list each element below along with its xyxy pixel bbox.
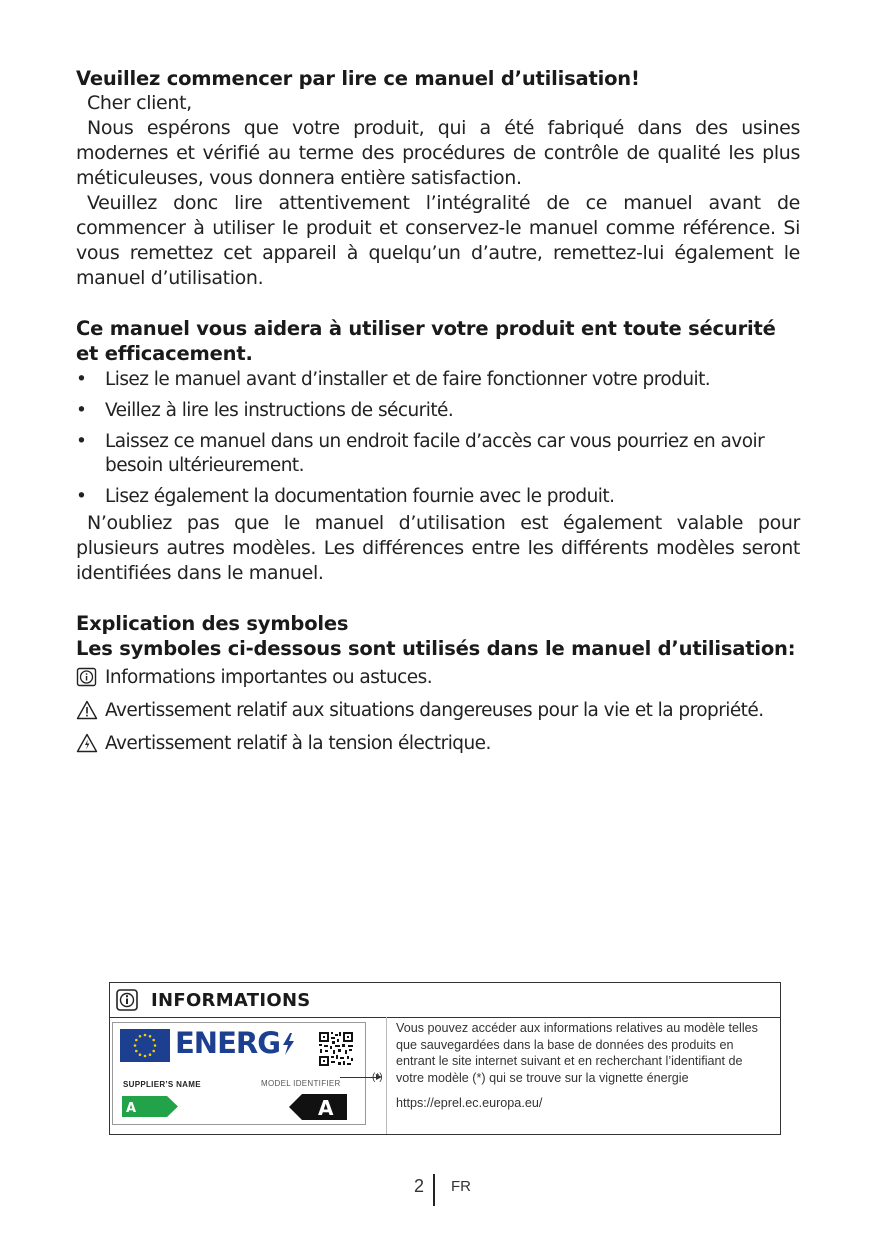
eu-flag-icon: [120, 1029, 170, 1062]
information-text: [396, 1020, 766, 1112]
list-item: • Lisez le manuel avant d’installer et de faire fonctionner votre produit.: [76, 369, 711, 390]
symbols-heading: Explication des symboles: [76, 612, 349, 635]
intro-paragraph-2: Veuillez donc lire attentivement l’intégralité de ce manuel avant de commencer à utiliser le produit et conservez-le manuel comme référence. Si vous remettez cet appareil à quelqu’un d’autre, remettez-lui également le manuel d’utilisation.: [76, 192, 800, 289]
list-item: • Veillez à lire les instructions de sécurité.: [76, 400, 454, 421]
energy-label: [112, 1022, 366, 1125]
energy-label-area: [110, 1017, 387, 1134]
list-item: • Laissez ce manuel dans un endroit facile d’accès car vous pourriez en avoir besoin ultérieurement.: [76, 431, 765, 476]
bullet-icon: •: [76, 431, 87, 452]
information-box: [109, 982, 781, 1135]
energy-class-green-bar: [122, 1096, 178, 1117]
help-heading: Ce manuel vous aidera à utiliser votre produit ent toute sécurité et efficacement.: [76, 317, 776, 365]
intro-paragraph-1: Nous espérons que votre produit, qui a été fabriqué dans des usines modernes et vérifié au terme des procédures de contrôle de qualité les plus méticuleuses, vous donnera entière satisfaction.: [76, 117, 800, 189]
bullet-icon: •: [76, 369, 87, 390]
info-icon: [116, 989, 138, 1011]
lightning-icon: [281, 1033, 295, 1055]
page-number: 2: [414, 1176, 425, 1196]
energy-class-small: A: [126, 1101, 137, 1116]
info-icon: [76, 667, 98, 687]
energy-brand: ENERG: [175, 1026, 295, 1060]
energy-class-big: A: [318, 1096, 334, 1120]
bullet-icon: •: [76, 486, 87, 507]
language-code: FR: [451, 1178, 471, 1195]
list-item: • Lisez également la documentation fournie avec le produit.: [76, 486, 615, 507]
intro-heading: Veuillez commencer par lire ce manuel d’utilisation!: [76, 67, 640, 90]
greeting: Cher client,: [87, 92, 192, 114]
page-footer: [0, 1174, 875, 1210]
electric-warning-icon: [76, 733, 98, 753]
asterisk-note: (*): [372, 1072, 383, 1083]
supplier-name: SUPPLIER’S NAME: [123, 1080, 201, 1089]
symbol-row-warning: Avertissement relatif aux situations dangereuses pour la vie et la propriété.: [76, 697, 800, 723]
symbol-row-electric: Avertissement relatif à la tension électrique.: [76, 730, 800, 756]
help-list: [76, 368, 800, 509]
information-title: INFORMATIONS: [151, 989, 311, 1011]
information-header: [110, 983, 780, 1018]
warning-icon: [76, 700, 98, 720]
qr-code-icon: [318, 1031, 354, 1067]
symbol-row-info: Informations importantes ou astuces.: [76, 664, 800, 690]
energy-class-black-arrow: [289, 1094, 347, 1120]
bullet-icon: •: [76, 400, 87, 421]
symbols-subheading: Les symboles ci-dessous sont utilisés dans le manuel d’utilisation:: [76, 637, 796, 660]
model-identifier: MODEL IDENTIFIER: [261, 1079, 341, 1088]
footer-divider: [433, 1174, 435, 1206]
models-note: N’oubliez pas que le manuel d’utilisation est également valable pour plusieurs autres modèles. Les différences entre les différents modèles seront identifiées dans le manuel.: [76, 512, 800, 584]
information-paragraph: Vous pouvez accéder aux informations relatives au modèle telles que sauvegardées dans la base de données des produits en entrant le site internet suivant et en recherchant l’identifiant de votre modèle (*) qui se trouve sur la vignette énergie: [396, 1021, 758, 1085]
manual-content: [76, 66, 800, 756]
eprel-link[interactable]: https://eprel.ec.europa.eu/: [396, 1096, 543, 1111]
